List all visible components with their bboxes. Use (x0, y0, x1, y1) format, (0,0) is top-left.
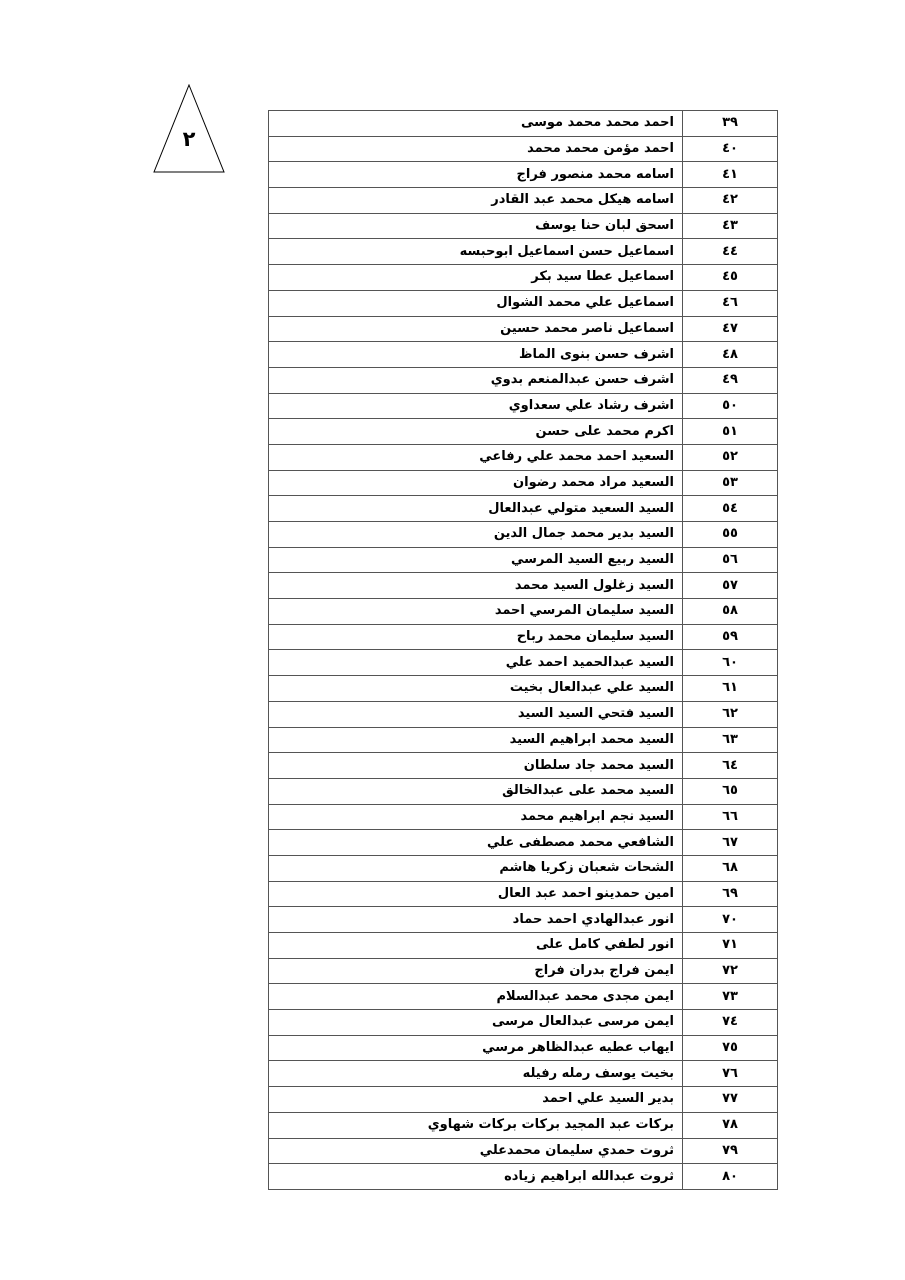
person-name-cell: ثروت حمدي سليمان محمدعلي (269, 1138, 683, 1164)
table-row (269, 624, 778, 650)
row-number-cell: ٣٩ (683, 111, 778, 137)
table-row (269, 1112, 778, 1138)
row-number-cell: ٤٨ (683, 342, 778, 368)
table-row (269, 1061, 778, 1087)
row-number-cell: ٦١ (683, 676, 778, 702)
table-row (269, 778, 778, 804)
row-number-cell: ٤٤ (683, 239, 778, 265)
person-name-cell: ثروت عبدالله ابراهيم زياده (269, 1164, 683, 1190)
table-row (269, 958, 778, 984)
person-name-cell: الشافعي محمد مصطفى علي (269, 830, 683, 856)
person-name-cell: اشرف رشاد علي سعداوي (269, 393, 683, 419)
table-row (269, 830, 778, 856)
row-number-cell: ٤٧ (683, 316, 778, 342)
table-row (269, 984, 778, 1010)
row-number-cell: ٥٠ (683, 393, 778, 419)
table-row (269, 316, 778, 342)
row-number-cell: ٥٩ (683, 624, 778, 650)
row-number-cell: ٧٥ (683, 1035, 778, 1061)
table-row (269, 393, 778, 419)
row-number-cell: ٥٧ (683, 573, 778, 599)
table-row (269, 1035, 778, 1061)
row-number-cell: ٥٦ (683, 547, 778, 573)
names-table (268, 110, 778, 1190)
person-name-cell: اسامه هيكل محمد عبد القادر (269, 188, 683, 214)
person-name-cell: ايهاب عطيه عبدالظاهر مرسي (269, 1035, 683, 1061)
row-number-cell: ٦٢ (683, 701, 778, 727)
row-number-cell: ٦٤ (683, 753, 778, 779)
person-name-cell: اسماعيل عطا سيد بكر (269, 265, 683, 291)
table-row (269, 676, 778, 702)
person-name-cell: اسماعيل ناصر محمد حسين (269, 316, 683, 342)
table-row (269, 881, 778, 907)
person-name-cell: بركات عبد المجيد بركات بركات شهاوي (269, 1112, 683, 1138)
row-number-cell: ٥٥ (683, 522, 778, 548)
person-name-cell: احمد مؤمن محمد محمد (269, 136, 683, 162)
person-name-cell: الشحات شعبان زكريا هاشم (269, 855, 683, 881)
table-row (269, 573, 778, 599)
person-name-cell: السيد محمد على عبدالخالق (269, 778, 683, 804)
table-row (269, 907, 778, 933)
row-number-cell: ٤٠ (683, 136, 778, 162)
person-name-cell: السيد زغلول السيد محمد (269, 573, 683, 599)
person-name-cell: ايمن فراج بدران فراج (269, 958, 683, 984)
row-number-cell: ٤٦ (683, 290, 778, 316)
person-name-cell: اسامه محمد منصور فراج (269, 162, 683, 188)
table-row (269, 599, 778, 625)
table-row (269, 265, 778, 291)
person-name-cell: السيد عبدالحميد احمد علي (269, 650, 683, 676)
names-table-body (269, 111, 778, 1190)
row-number-cell: ٧٣ (683, 984, 778, 1010)
page-number-triangle (153, 84, 225, 174)
person-name-cell: السيد محمد ابراهيم السيد (269, 727, 683, 753)
row-number-cell: ٦٥ (683, 778, 778, 804)
person-name-cell: اشرف حسن بنوى الماظ (269, 342, 683, 368)
table-row (269, 111, 778, 137)
table-row (269, 162, 778, 188)
row-number-cell: ٤٩ (683, 367, 778, 393)
person-name-cell: اسحق لبان حنا يوسف (269, 213, 683, 239)
row-number-cell: ٧١ (683, 933, 778, 959)
table-row (269, 855, 778, 881)
person-name-cell: السيد ربيع السيد المرسي (269, 547, 683, 573)
page-number: ٢ (182, 127, 196, 151)
row-number-cell: ٤١ (683, 162, 778, 188)
row-number-cell: ٥٤ (683, 496, 778, 522)
row-number-cell: ٧٩ (683, 1138, 778, 1164)
person-name-cell: السيد بدير محمد جمال الدين (269, 522, 683, 548)
table-row (269, 239, 778, 265)
table-row (269, 342, 778, 368)
person-name-cell: احمد محمد محمد موسى (269, 111, 683, 137)
person-name-cell: السيد السعيد متولي عبدالعال (269, 496, 683, 522)
row-number-cell: ٥١ (683, 419, 778, 445)
row-number-cell: ٦٣ (683, 727, 778, 753)
row-number-cell: ٧٤ (683, 1010, 778, 1036)
person-name-cell: اشرف حسن عبدالمنعم بدوي (269, 367, 683, 393)
row-number-cell: ٧٧ (683, 1087, 778, 1113)
table-row (269, 933, 778, 959)
table-row (269, 290, 778, 316)
person-name-cell: السعيد احمد محمد علي رفاعي (269, 444, 683, 470)
row-number-cell: ٤٣ (683, 213, 778, 239)
table-row (269, 470, 778, 496)
row-number-cell: ٨٠ (683, 1164, 778, 1190)
person-name-cell: السيد نجم ابراهيم محمد (269, 804, 683, 830)
table-row (269, 522, 778, 548)
person-name-cell: السيد فتحي السيد السيد (269, 701, 683, 727)
table-row (269, 1164, 778, 1190)
row-number-cell: ٧٦ (683, 1061, 778, 1087)
person-name-cell: بخيت يوسف رمله رفيله (269, 1061, 683, 1087)
row-number-cell: ٧٨ (683, 1112, 778, 1138)
table-row (269, 547, 778, 573)
table-row (269, 419, 778, 445)
table-row (269, 1138, 778, 1164)
table-row (269, 753, 778, 779)
row-number-cell: ٤٥ (683, 265, 778, 291)
person-name-cell: السيد علي عبدالعال بخيت (269, 676, 683, 702)
person-name-cell: انور لطفي كامل على (269, 933, 683, 959)
table-row (269, 650, 778, 676)
row-number-cell: ٤٢ (683, 188, 778, 214)
person-name-cell: ايمن مجدى محمد عبدالسلام (269, 984, 683, 1010)
row-number-cell: ٥٢ (683, 444, 778, 470)
row-number-cell: ٦٠ (683, 650, 778, 676)
table-row (269, 1010, 778, 1036)
person-name-cell: اسماعيل حسن اسماعيل ابوحبسه (269, 239, 683, 265)
table-row (269, 188, 778, 214)
table-row (269, 701, 778, 727)
table-row (269, 727, 778, 753)
row-number-cell: ٦٦ (683, 804, 778, 830)
row-number-cell: ٥٣ (683, 470, 778, 496)
table-row (269, 496, 778, 522)
row-number-cell: ٧٢ (683, 958, 778, 984)
table-row (269, 136, 778, 162)
table-row (269, 367, 778, 393)
table-row (269, 1087, 778, 1113)
row-number-cell: ٦٩ (683, 881, 778, 907)
person-name-cell: اكرم محمد على حسن (269, 419, 683, 445)
person-name-cell: اسماعيل علي محمد الشوال (269, 290, 683, 316)
row-number-cell: ٦٨ (683, 855, 778, 881)
row-number-cell: ٦٧ (683, 830, 778, 856)
table-row (269, 804, 778, 830)
person-name-cell: السعيد مراد محمد رضوان (269, 470, 683, 496)
person-name-cell: السيد سليمان محمد رباح (269, 624, 683, 650)
table-row (269, 213, 778, 239)
person-name-cell: انور عبدالهادي احمد حماد (269, 907, 683, 933)
person-name-cell: ايمن مرسى عبدالعال مرسى (269, 1010, 683, 1036)
table-row (269, 444, 778, 470)
row-number-cell: ٥٨ (683, 599, 778, 625)
row-number-cell: ٧٠ (683, 907, 778, 933)
person-name-cell: بدير السيد علي احمد (269, 1087, 683, 1113)
person-name-cell: امين حمدينو احمد عبد العال (269, 881, 683, 907)
person-name-cell: السيد محمد جاد سلطان (269, 753, 683, 779)
person-name-cell: السيد سليمان المرسي احمد (269, 599, 683, 625)
